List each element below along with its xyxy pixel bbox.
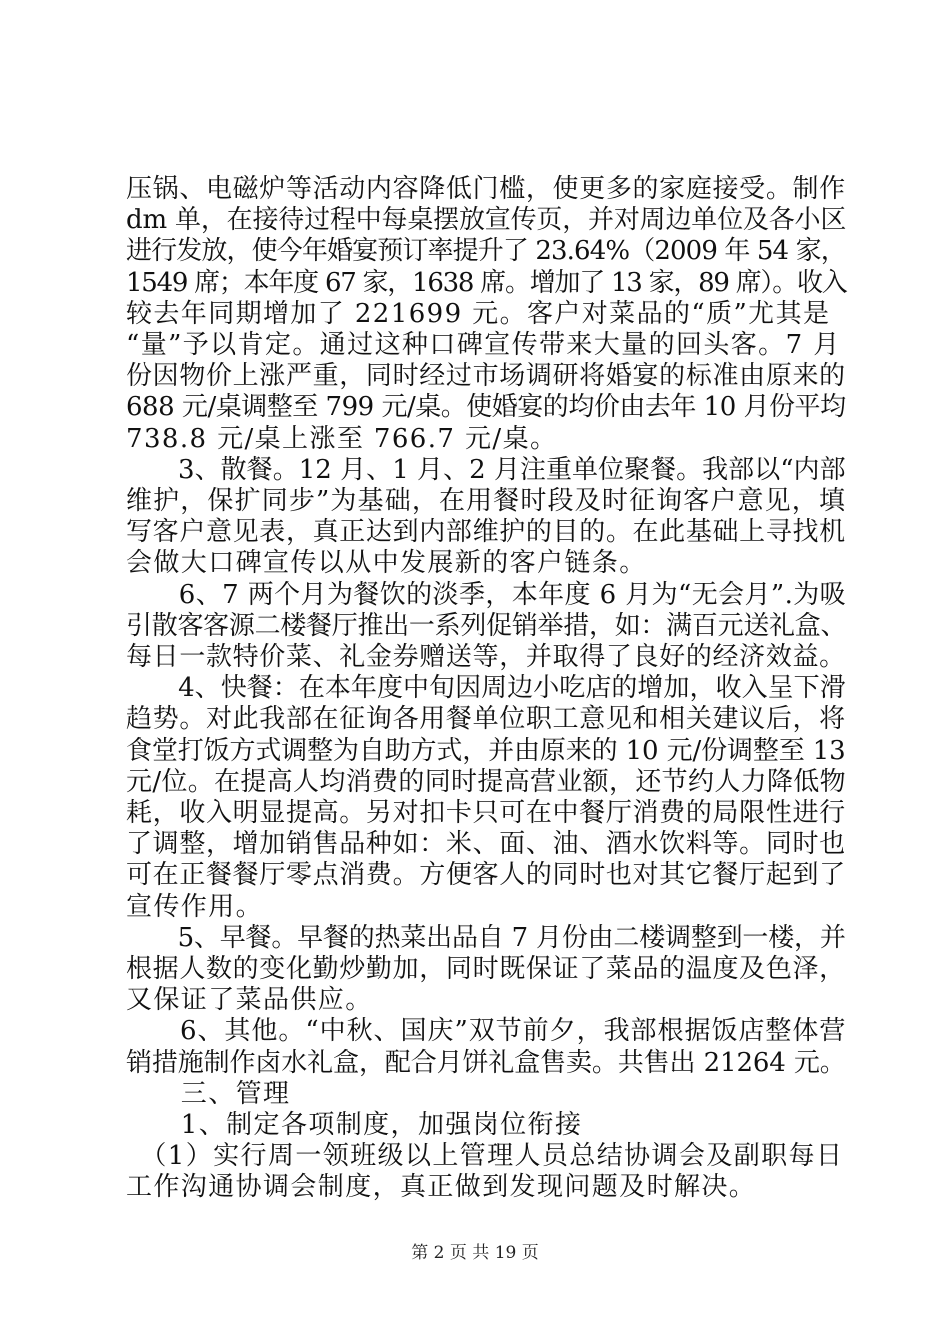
text-line: 引散客客源二楼餐厅推出一系列促销举措，如：满百元送礼盒、 — [126, 610, 847, 641]
text-line: 三、管理 — [126, 1078, 291, 1109]
text-line: 会做大口碑宣传以从中发展新的客户链条。 — [126, 548, 647, 579]
text-line: 6、其他。“中秋、国庆”双节前夕，我部根据饭店整体营 — [126, 1016, 847, 1047]
text-line: 较去年同期增加了 221699 元。客户对菜品的“质”尤其是 — [126, 298, 831, 329]
text-line: 1、制定各项制度，加强岗位衔接 — [126, 1110, 583, 1140]
text-line: 进行发放，使今年婚宴预订率提升了 23.64%（2009 年 54 家， — [126, 236, 846, 267]
text-line: 6、7 两个月为餐饮的淡季，本年度 6 月为“无会月”.为吸 — [126, 579, 847, 610]
text-line: 了调整，增加销售品种如：米、面、油、酒水饮料等。同时也 — [126, 829, 846, 860]
text-line: 根据人数的变化勤炒勤加，同时既保证了菜品的温度及色泽， — [126, 954, 846, 984]
text-line: 可在正餐餐厅零点消费。方便客人的同时也对其它餐厅起到了 — [126, 860, 846, 891]
text-line: 3、散餐。12 月、1 月、2 月注重单位聚餐。我部以“内部 — [126, 454, 846, 485]
text-line: 写客户意见表，真正达到内部维护的目的。在此基础上寻找机 — [126, 517, 846, 548]
page-footer: 第 2 页 共 19 页 — [411, 1243, 539, 1263]
text-line: 738.8 元/桌上涨至 766.7 元/桌。 — [126, 423, 558, 454]
text-line: 工作沟通协调会制度，真正做到发现问题及时解决。 — [126, 1172, 757, 1203]
text-line: “量”予以肯定。通过这种口碑宣传带来大量的回头客。7 月 — [126, 330, 841, 360]
text-line: 份因物价上涨严重，同时经过市场调研将婚宴的标准由原来的 — [126, 361, 846, 392]
text-line: 1549 席；本年度 67 家，1638 席。增加了 13 家，89 席）。收入 — [126, 267, 847, 298]
text-line: 维护，保扩同步”为基础，在用餐时段及时征询客户意见，填 — [126, 486, 847, 516]
text-line: 4、快餐：在本年度中旬因周边小吃店的增加，收入呈下滑 — [126, 673, 846, 704]
text-line: 688 元/桌调整至 799 元/桌。使婚宴的均价由去年 10 月份平均 — [126, 392, 846, 423]
text-line: 5、早餐。早餐的热菜出品自 7 月份由二楼调整到一楼，并 — [126, 922, 846, 953]
text-line: 每日一款特价菜、礼金券赠送等，并取得了良好的经济效益。 — [126, 642, 846, 672]
text-line: dm 单，在接待过程中每桌摆放宣传页，并对周边单位及各小区 — [126, 205, 847, 236]
text-line: 趋势。对此我部在征询各用餐单位职工意见和相关建议后，将 — [126, 704, 846, 735]
text-line: 食堂打饭方式调整为自助方式，并由原来的 10 元/份调整至 13 — [126, 735, 846, 766]
text-line: （1）实行周一领班级以上管理人员总结协调会及副职每日 — [126, 1141, 844, 1172]
text-line: 压锅、电磁炉等活动内容降低门槛，使更多的家庭接受。制作 — [126, 174, 846, 204]
text-line: 耗，收入明显提高。另对扣卡只可在中餐厅消费的局限性进行 — [126, 798, 846, 828]
text-line: 又保证了菜品供应。 — [126, 985, 373, 1016]
text-line: 宣传作用。 — [126, 891, 264, 922]
text-line: 销措施制作卤水礼盒，配合月饼礼盒售卖。共售出 21264 元。 — [126, 1047, 846, 1078]
text-line: 元/位。在提高人均消费的同时提高营业额，还节约人力降低物 — [126, 766, 846, 797]
